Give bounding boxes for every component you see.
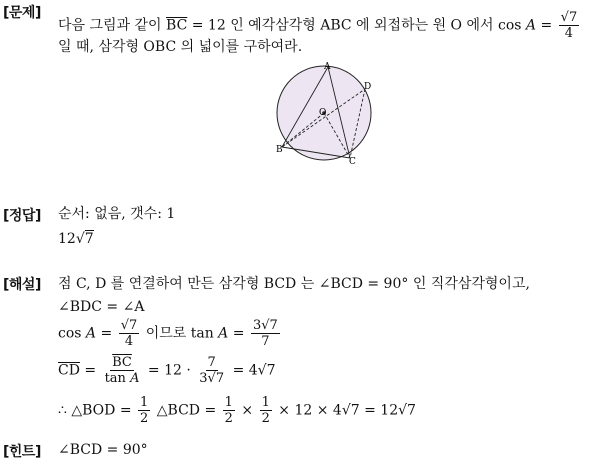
circle-figure bbox=[270, 60, 390, 168]
point-c-label: C bbox=[349, 157, 356, 167]
explanation-line-4: $\overline{CD}$ = $\frac{\overline{BC}}{\text{tan A}}$ = 12 · $\frac{7}{3√7}$ = 4√7 bbox=[58, 355, 276, 386]
point-d-label: D bbox=[364, 82, 372, 92]
explanation-line-5: ∴ △BOD = $\frac{1}{2}$ △BCD = $\frac{1}{2}$ × $\frac{1}{2}$ × 12 × 4√7 = 12√7 bbox=[58, 395, 416, 426]
hint-label: [힌트] bbox=[3, 444, 41, 460]
point-a-label: A bbox=[324, 62, 331, 72]
point-o-label: O bbox=[319, 108, 327, 118]
explanation-label: [해설] bbox=[3, 277, 41, 293]
hint-text: ∠BCD = 90° bbox=[58, 442, 148, 458]
problem-label: [문제] bbox=[3, 5, 41, 21]
problem-text-1: 다음 그림과 같이 bbox=[58, 17, 162, 34]
cos-denominator: 4 bbox=[564, 26, 574, 41]
problem-text-2: = 12 인 예각삼각형 ABC 에 외접하는 원 O 에서 cos bbox=[191, 17, 522, 34]
equals: = bbox=[540, 17, 553, 34]
explanation-line-3: cos A = $\frac{√7}{4}$ 이므로 tan A = $\frac{3√7}{7}$ bbox=[58, 318, 278, 349]
cos-numerator: √7 bbox=[560, 10, 578, 25]
answer-line-1: 순서: 없음, 갯수: 1 bbox=[58, 206, 176, 222]
segment-bc: $\overline{BC}$ bbox=[166, 17, 188, 34]
angle-a: A bbox=[525, 17, 537, 34]
explanation-line-2: ∠BDC = ∠A bbox=[58, 299, 145, 315]
cos-fraction bbox=[559, 10, 580, 41]
point-b-label: B bbox=[276, 145, 283, 155]
explanation-line-1: 점 C, D 를 연결하여 만든 삼각형 BCD 는 ∠BCD = 90° 인 직각삼각형이고, bbox=[58, 276, 530, 292]
problem-line-2: 일 때, 삼각형 OBC 의 넓이를 구하여라. bbox=[58, 39, 303, 55]
answer-label: [정답] bbox=[3, 208, 41, 224]
answer-line-2: 12√7 bbox=[58, 231, 94, 247]
